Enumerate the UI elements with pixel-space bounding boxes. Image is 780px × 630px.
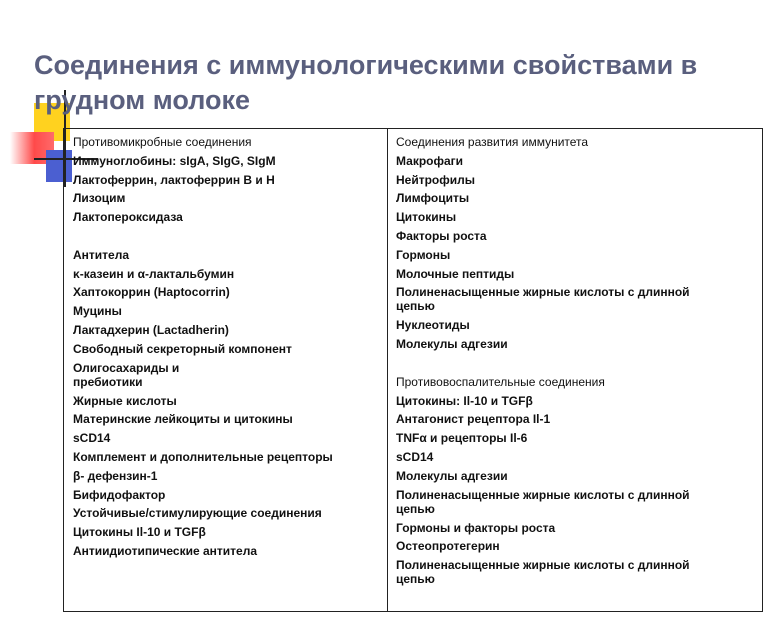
- list-item: β- дефензин-1: [73, 468, 158, 483]
- list-item: Жирные кислоты: [73, 393, 177, 408]
- compounds-table: [63, 128, 763, 612]
- list-item: Нуклеотиды: [396, 318, 470, 333]
- list-item: Макрофаги: [396, 153, 464, 168]
- list-item: TNFα и рецепторы Il-6: [396, 431, 528, 446]
- list-item: Хаптокоррин (Haptocorrin): [73, 285, 230, 300]
- left-group2-header: Антитела: [73, 247, 130, 262]
- list-item: Цитокины: [396, 210, 457, 225]
- list-item: Антиидиотипические антитела: [73, 543, 258, 558]
- list-item: Олигосахариды и пребиотики: [73, 360, 180, 389]
- list-item: Молекулы адгезии: [396, 337, 508, 352]
- slide-title: Соединения с иммунологическими свойствами в грудном молоке: [34, 50, 698, 115]
- list-item: sCD14: [73, 431, 111, 446]
- list-item: Гормоны и факторы роста: [396, 520, 556, 535]
- list-item: Молочные пептиды: [396, 266, 515, 281]
- column-divider: [387, 129, 388, 611]
- list-item: Полиненасыщенные жирные кислоты с длинной цепью: [396, 558, 690, 587]
- list-item: Бифидофактор: [73, 487, 166, 502]
- list-item: Иммуноглобины: sIgA, SIgG, SIgM: [73, 153, 276, 168]
- list-item: Материнские лейкоциты и цитокины: [73, 412, 293, 427]
- right-group2-header: Противовоспалительные соединения: [396, 374, 605, 389]
- list-item: Муцины: [73, 304, 122, 319]
- list-item: Комплемент и дополнительные рецепторы: [73, 449, 333, 464]
- list-item: Нейтрофилы: [396, 172, 476, 187]
- list-item: Полиненасыщенные жирные кислоты с длинной цепью: [396, 285, 690, 314]
- list-item: κ-казеин и α-лактальбумин: [73, 266, 235, 281]
- list-item: Остеопротегерин: [396, 539, 500, 554]
- list-item: Устойчивые/стимулирующие соединения: [73, 506, 322, 521]
- list-item: Свободный секреторный компонент: [73, 341, 292, 356]
- list-item: Лактадхерин (Lactadherin): [73, 322, 229, 337]
- list-item: Лизоцим: [73, 191, 126, 206]
- left-group1-header: Противомикробные соединения: [73, 135, 252, 149]
- list-item: Цитокины: Il-10 и TGFβ: [396, 393, 533, 408]
- list-item: Полиненасыщенные жирные кислоты с длинной цепью: [396, 487, 690, 516]
- list-item: Лимфоциты: [396, 191, 470, 206]
- list-item: sCD14: [396, 449, 434, 464]
- left-column: [73, 133, 378, 561]
- list-item: Факторы роста: [396, 228, 487, 243]
- list-item: Лактоферрин, лактоферрин В и Н: [73, 172, 275, 187]
- list-item: Молекулы адгезии: [396, 468, 508, 483]
- list-item: Гормоны: [396, 247, 451, 262]
- list-item: Лактопероксидаза: [73, 210, 183, 225]
- list-item: Цитокины Il-10 и TGFβ: [73, 525, 206, 540]
- right-column: [396, 133, 751, 589]
- list-item: Антагонист рецептора Il-1: [396, 412, 551, 427]
- right-group1-header: Соединения развития иммунитета: [396, 135, 589, 149]
